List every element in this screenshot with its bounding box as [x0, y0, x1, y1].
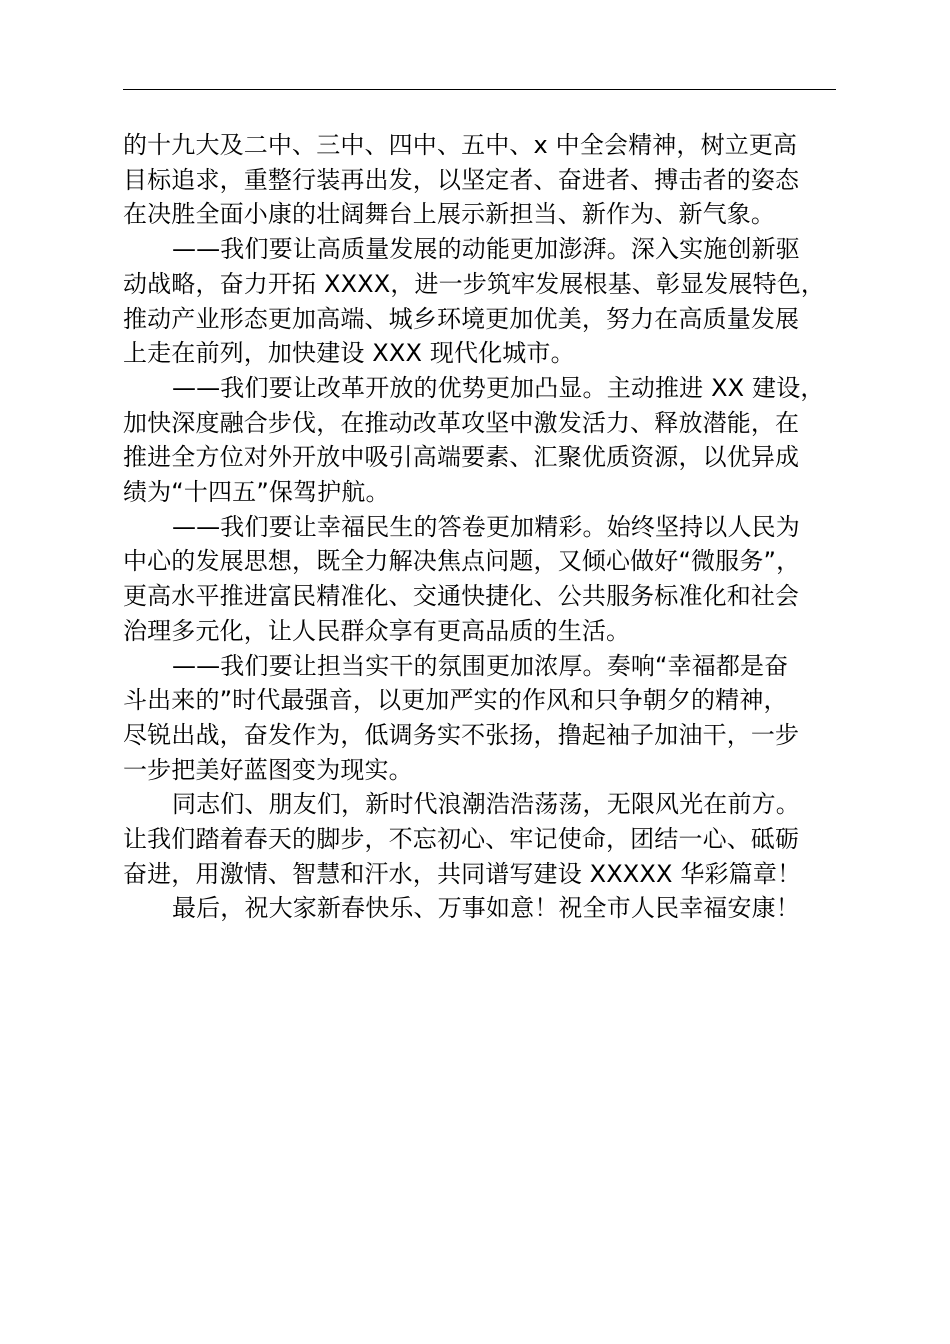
text-line: 目标追求，重整行装再出发，以坚定者、奋进者、搏击者的姿态: [123, 165, 800, 194]
text-line: 动战略，奋力开拓 XXXX，进一步筑牢发展根基、彰显发展特色，: [123, 269, 826, 298]
paragraph-start-line: 最后，祝大家新春快乐、万事如意！祝全市人民幸福安康！: [172, 894, 800, 923]
text-line: 的十九大及二中、三中、四中、五中、x 中全会精神，树立更高: [123, 131, 798, 159]
text-line: 在决胜全面小康的壮阔舞台上展示新担当、新作为、新气象。: [123, 200, 776, 229]
paragraph-start-line: ——我们要让高质量发展的动能更加澎湃。深入实施创新驱: [172, 235, 800, 264]
text-line: 治理多元化，让人民群众享有更高品质的生活。: [123, 616, 631, 645]
text-line: 奋进，用激情、智慧和汗水，共同谱写建设 XXXXX 华彩篇章！: [123, 859, 802, 888]
text-line: 中心的发展思想，既全力解决焦点问题，又倾心做好“微服务”，: [123, 547, 801, 576]
text-line: 斗出来的”时代最强音，以更加严实的作风和只争朝夕的精神，: [123, 686, 788, 715]
paragraph-start-line: ——我们要让担当实干的氛围更加浓厚。奏响“幸福都是奋: [172, 651, 789, 680]
paragraph-start-line: 同志们、朋友们，新时代浪潮浩浩荡荡，无限风光在前方。: [172, 790, 800, 819]
text-line: 加快深度融合步伐，在推动改革攻坚中激发活力、释放潜能，在: [123, 408, 800, 437]
text-line: 绩为“十四五”保驾护航。: [123, 478, 390, 507]
text-line: 更高水平推进富民精准化、交通快捷化、公共服务标准化和社会: [123, 582, 800, 611]
text-line: 让我们踏着春天的脚步，不忘初心、牢记使命，团结一心、砥砺: [123, 825, 800, 854]
text-line: 上走在前列，加快建设 XXX 现代化城市。: [123, 339, 575, 368]
text-line: 推进全方位对外开放中吸引高端要素、汇聚优质资源，以优异成: [123, 443, 800, 472]
header-rule: [123, 89, 836, 90]
text-line: 推动产业形态更加高端、城乡环境更加优美，努力在高质量发展: [123, 304, 800, 333]
paragraph-start-line: ——我们要让改革开放的优势更加凸显。主动推进 XX 建设，: [172, 373, 825, 402]
body-text: [123, 128, 848, 926]
text-line: 一步把美好蓝图变为现实。: [123, 755, 413, 784]
paragraph-start-line: ——我们要让幸福民生的答卷更加精彩。始终坚持以人民为: [172, 512, 800, 541]
text-line: 尽锐出战，奋发作为，低调务实不张扬，撸起袖子加油干，一步: [123, 720, 800, 749]
